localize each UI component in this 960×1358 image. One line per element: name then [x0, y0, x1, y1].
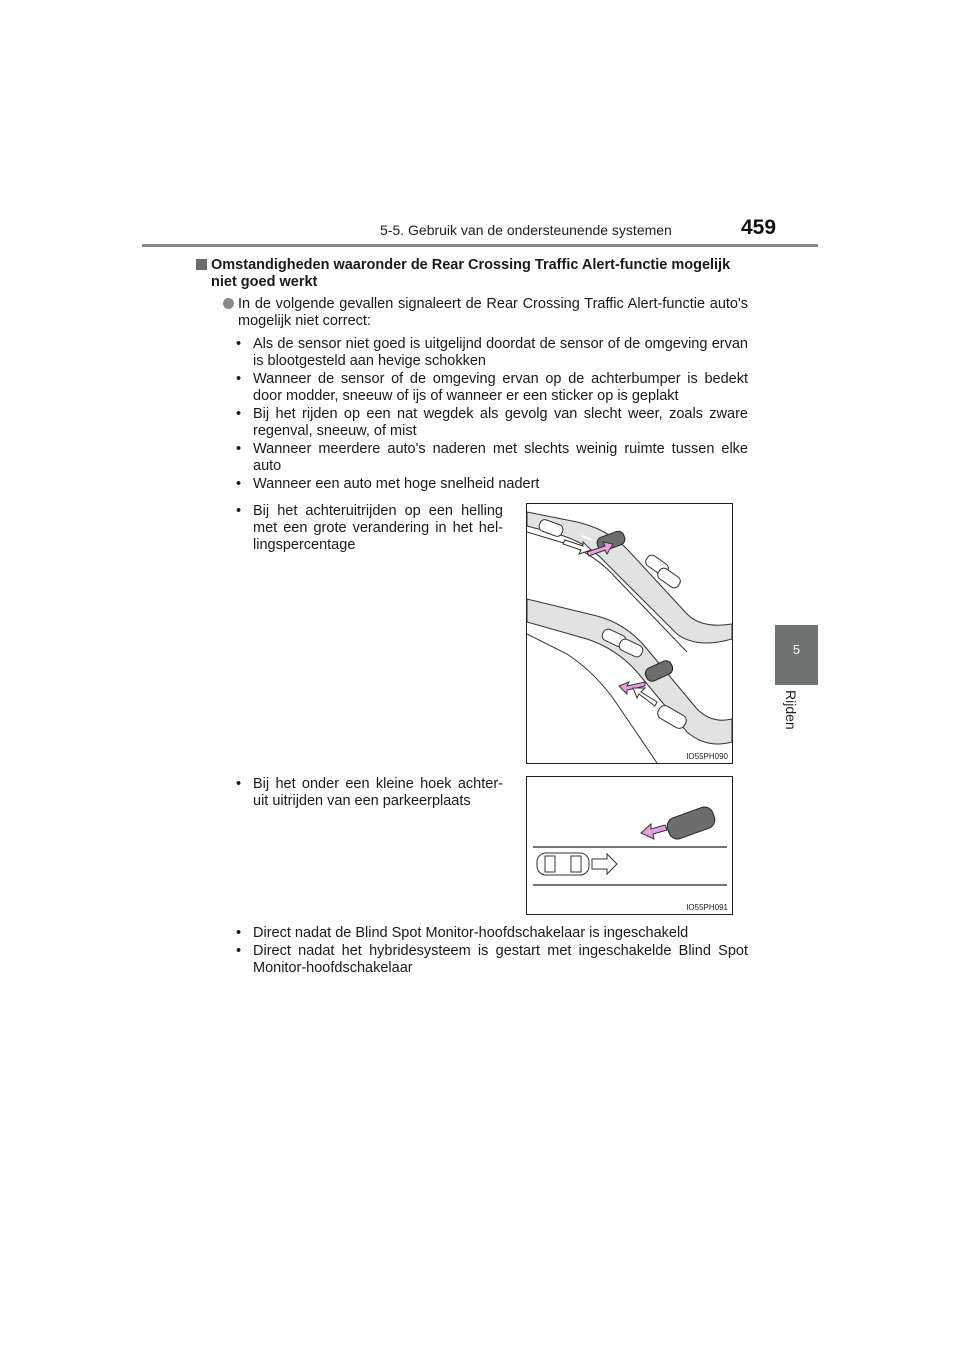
list-item-text: Wanneer de sensor of de omgeving ervan op de achterbumper is bedekt door modder, sneeuw of ijs of wanneer er een sticker op is geplakt: [253, 371, 748, 404]
car-icon: [665, 804, 718, 841]
bullet-marker: •: [236, 943, 242, 959]
list-item-text: Direct nadat het hybridesysteem is gestart met ingeschakelde Blind Spot Monitor-hoofdschakelaar: [253, 943, 748, 976]
figure-code: IO55PH091: [686, 903, 728, 912]
arrow-icon: [592, 854, 617, 874]
list-item-text: Direct nadat de Blind Spot Monitor-hoofdschakelaar is ingeschakeld: [253, 925, 689, 941]
header-divider: [142, 244, 818, 247]
parking-diagram: [527, 777, 732, 914]
bullet-marker: •: [236, 371, 242, 387]
parking-exit-illustration: [526, 776, 733, 915]
list-item-text: Bij het onder een kleine hoek achter- uit uitrijden van een parkeerplaats: [253, 776, 503, 809]
list-item-text: Bij het achteruitrijden op een helling met een grote verandering in het hel- lingspercentage: [253, 503, 503, 553]
intro-text: In de volgende gevallen signaleert de Rear Crossing Traffic Alert-functie auto's mogelijk niet correct:: [238, 296, 748, 329]
page-number: 459: [741, 216, 777, 239]
section-heading: Omstandigheden waaronder de Rear Crossing Traffic Alert-functie mogelijk niet goed werkt: [211, 257, 731, 290]
bullet-marker: •: [236, 336, 242, 352]
list-item-text: Als de sensor niet goed is uitgelijnd doordat de sensor of de omgeving ervan is blootgesteld aan hevige schokken: [253, 336, 748, 369]
chapter-number: 5: [792, 642, 801, 657]
list-item-text: Wanneer meerdere auto's naderen met slechts weinig ruimte tussen elke auto: [253, 441, 748, 474]
bullet-marker: •: [236, 925, 242, 941]
bullet-marker: •: [236, 406, 242, 422]
chapter-label: Rijden: [783, 690, 799, 730]
bullet-marker: •: [236, 503, 242, 519]
intro-dot-icon: [223, 298, 234, 309]
list-item-text: Bij het rijden op een nat wegdek als gevolg van slecht weer, zoals zware regenval, sneeuw, of mist: [253, 406, 748, 439]
bullet-marker: •: [236, 476, 242, 492]
heading-square-icon: [196, 259, 207, 270]
slope-reversing-illustration: [526, 503, 733, 764]
slope-diagram: [527, 504, 732, 763]
running-header: 5-5. Gebruik van de ondersteunende systemen: [380, 222, 672, 238]
list-item-text: Wanneer een auto met hoge snelheid nadert: [253, 476, 540, 492]
bullet-marker: •: [236, 776, 242, 792]
bullet-marker: •: [236, 441, 242, 457]
warning-arrow-icon: [641, 824, 667, 839]
figure-code: IO55PH090: [686, 752, 728, 761]
